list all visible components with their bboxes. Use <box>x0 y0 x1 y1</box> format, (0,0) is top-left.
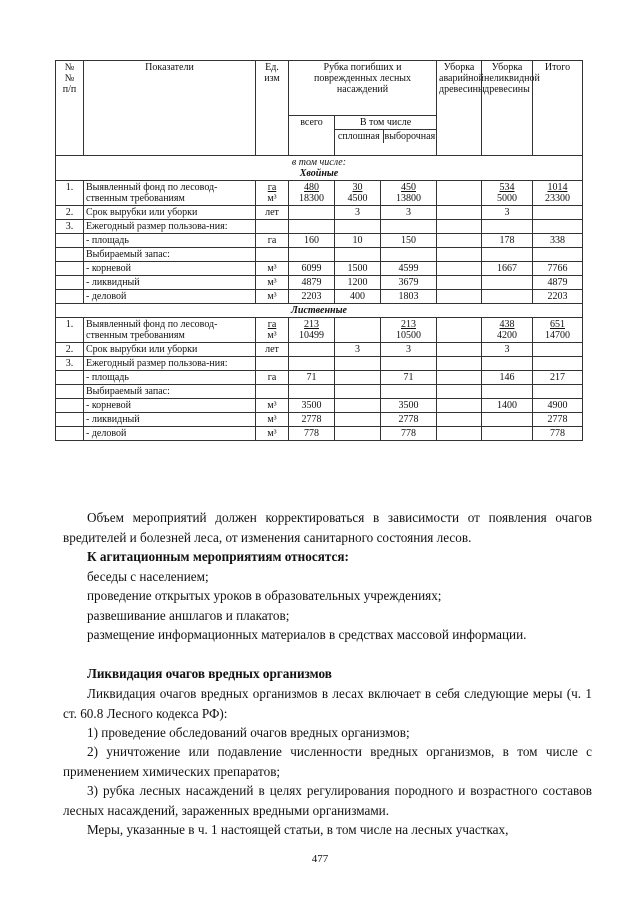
section-row <box>56 304 583 318</box>
cell-emerg <box>437 262 482 276</box>
cell-total: 4900 <box>533 399 583 413</box>
table-row <box>56 181 583 206</box>
table-row <box>56 413 583 427</box>
cell-emerg <box>437 343 482 357</box>
cell-n <box>56 399 84 413</box>
cell-emerg <box>437 371 482 385</box>
table-row <box>56 385 583 399</box>
cell-emerg <box>437 318 482 343</box>
cell-illiq <box>482 427 533 441</box>
cell-unit: м³ <box>256 399 289 413</box>
cell-emerg <box>437 234 482 248</box>
cell-emerg <box>437 248 482 262</box>
cell-illiq <box>482 248 533 262</box>
cell-illiq <box>482 276 533 290</box>
cell-n: 2. <box>56 343 84 357</box>
cell-solid <box>335 220 381 234</box>
table-row <box>56 276 583 290</box>
table-row <box>56 248 583 262</box>
header-total: Итого <box>533 61 583 156</box>
cell-all: 2203 <box>289 290 335 304</box>
cell-name: Срок вырубки или уборки <box>84 206 256 220</box>
section-species: Лиственные <box>291 305 347 316</box>
cell-name: Ежегодный размер пользова-ния: <box>84 220 256 234</box>
cell-unit: м³ <box>256 413 289 427</box>
cell-unit: м³ <box>256 290 289 304</box>
cell-emerg <box>437 385 482 399</box>
cell-all: 4879 <box>289 276 335 290</box>
cell-emerg <box>437 290 482 304</box>
header-num: № № п/п <box>56 61 84 156</box>
cell-total <box>533 357 583 371</box>
table-row <box>56 234 583 248</box>
cell-unit <box>256 385 289 399</box>
header-selective: выборочная <box>384 131 436 142</box>
cell-all: 2778 <box>289 413 335 427</box>
cell-unit: м³ <box>256 276 289 290</box>
section-incl-label: в том числе: <box>291 157 347 168</box>
cell-illiq <box>482 385 533 399</box>
cell-total <box>533 343 583 357</box>
cell-total: 217 <box>533 371 583 385</box>
cell-illiq: 438 4200 <box>482 318 533 343</box>
header-unit: Ед. изм <box>256 61 289 156</box>
cell-solid: 400 <box>335 290 381 304</box>
paragraph-volume: Объем мероприятий должен корректироваться в зависимости от появления очагов вредителей и болезней леса, от изменения санитарного состояния лесов. <box>63 510 592 545</box>
cell-solid <box>335 318 381 343</box>
table-row <box>56 371 583 385</box>
heading-agitation: К агитационным мероприятиям относятся: <box>87 549 349 564</box>
cell-name: - ликвидный <box>84 276 256 290</box>
list-item-talks: беседы с населением; <box>87 569 209 584</box>
cell-illiq <box>482 357 533 371</box>
cell-sel <box>381 385 437 399</box>
cell-illiq: 178 <box>482 234 533 248</box>
table-row <box>56 357 583 371</box>
cell-solid <box>335 357 381 371</box>
section-species: Хвойные <box>299 168 339 179</box>
cell-total: 4879 <box>533 276 583 290</box>
cell-total <box>533 220 583 234</box>
heading-liquidation: Ликвидация очагов вредных организмов <box>87 666 332 681</box>
cell-illiq <box>482 413 533 427</box>
cell-illiq: 3 <box>482 206 533 220</box>
cell-all: 3500 <box>289 399 335 413</box>
forest-table-container <box>55 60 582 441</box>
table-row <box>56 262 583 276</box>
cell-total <box>533 385 583 399</box>
cell-illiq: 534 5000 <box>482 181 533 206</box>
table-row <box>56 427 583 441</box>
header-incl: В том числе <box>335 116 436 130</box>
cell-sel: 213 10500 <box>381 318 437 343</box>
cell-emerg <box>437 206 482 220</box>
cell-all <box>289 343 335 357</box>
cell-sel: 1803 <box>381 290 437 304</box>
cell-n: 3. <box>56 220 84 234</box>
cell-total: 1014 23300 <box>533 181 583 206</box>
header-indicator: Показатели <box>84 61 256 156</box>
cell-total: 651 14700 <box>533 318 583 343</box>
cell-solid: 1200 <box>335 276 381 290</box>
header-emergency: Уборка аварийной древесины <box>437 61 482 156</box>
cell-unit: м³ <box>256 427 289 441</box>
cell-illiq: 146 <box>482 371 533 385</box>
cell-sel: 3679 <box>381 276 437 290</box>
cell-unit: га м³ <box>256 318 289 343</box>
cell-sel: 150 <box>381 234 437 248</box>
section-title <box>56 156 583 181</box>
cell-emerg <box>437 357 482 371</box>
cell-all: 71 <box>289 371 335 385</box>
cell-sel: 3 <box>381 206 437 220</box>
cell-total <box>533 248 583 262</box>
table-row <box>56 220 583 234</box>
cell-total: 338 <box>533 234 583 248</box>
cell-emerg <box>437 399 482 413</box>
cell-name: Ежегодный размер пользова-ния: <box>84 357 256 371</box>
cell-total: 778 <box>533 427 583 441</box>
cell-sel: 4599 <box>381 262 437 276</box>
header-illiquid: Уборка неликвидной древесины <box>482 61 533 156</box>
cell-name: - деловой <box>84 427 256 441</box>
paragraph-measures: Меры, указанные в ч. 1 настоящей статьи, в том числе на лесных участках, <box>87 822 509 837</box>
section-title <box>56 304 583 318</box>
cell-sel: 3500 <box>381 399 437 413</box>
cell-all: 213 10499 <box>289 318 335 343</box>
cell-name: Срок вырубки или уборки <box>84 343 256 357</box>
cell-emerg <box>437 181 482 206</box>
cell-sel: 3 <box>381 343 437 357</box>
table-row <box>56 206 583 220</box>
cell-all: 160 <box>289 234 335 248</box>
cell-solid <box>335 413 381 427</box>
cell-all <box>289 385 335 399</box>
cell-all: 6099 <box>289 262 335 276</box>
cell-unit: га <box>256 371 289 385</box>
cell-name: - деловой <box>84 290 256 304</box>
cell-illiq: 1400 <box>482 399 533 413</box>
page-number: 477 <box>311 853 329 865</box>
cell-n <box>56 276 84 290</box>
cell-solid <box>335 427 381 441</box>
cell-all <box>289 206 335 220</box>
cell-solid <box>335 371 381 385</box>
measure-2: 2) уничтожение или подавление численности вредных организмов, в том числе с применением химических препаратов; <box>63 744 592 779</box>
cell-sel <box>381 220 437 234</box>
cell-solid <box>335 385 381 399</box>
cell-solid: 1500 <box>335 262 381 276</box>
cell-n <box>56 413 84 427</box>
cell-emerg <box>437 427 482 441</box>
cell-solid <box>335 248 381 262</box>
cell-total: 7766 <box>533 262 583 276</box>
cell-sel <box>381 357 437 371</box>
cell-sel <box>381 248 437 262</box>
cell-n <box>56 371 84 385</box>
cell-unit <box>256 248 289 262</box>
measure-1: 1) проведение обследований очагов вредных организмов; <box>87 725 410 740</box>
cell-unit: га <box>256 234 289 248</box>
cell-n <box>56 427 84 441</box>
cell-name: Выявленный фонд по лесовод-ственным требованиям <box>84 181 256 206</box>
cell-unit <box>256 220 289 234</box>
measure-3: 3) рубка лесных насаждений в целях регулирования породного и возрастного составов лесных насаждений, зараженных вредными организмами. <box>63 783 592 818</box>
cell-n: 3. <box>56 357 84 371</box>
cell-sel: 778 <box>381 427 437 441</box>
cell-n <box>56 290 84 304</box>
cell-solid: 10 <box>335 234 381 248</box>
cell-n: 1. <box>56 318 84 343</box>
table-body <box>56 156 583 441</box>
cell-sel: 450 13800 <box>381 181 437 206</box>
cell-total <box>533 206 583 220</box>
cell-all <box>289 357 335 371</box>
cell-n <box>56 262 84 276</box>
cell-solid: 3 <box>335 343 381 357</box>
cell-total: 2778 <box>533 413 583 427</box>
cell-n: 1. <box>56 181 84 206</box>
cell-all: 480 18300 <box>289 181 335 206</box>
table-row <box>56 318 583 343</box>
header-incl-group <box>335 116 437 156</box>
cell-name: - площадь <box>84 371 256 385</box>
cell-name: - площадь <box>84 234 256 248</box>
section-row <box>56 156 583 181</box>
cell-emerg <box>437 276 482 290</box>
cell-all <box>289 248 335 262</box>
cell-illiq: 1667 <box>482 262 533 276</box>
cell-solid: 3 <box>335 206 381 220</box>
list-item-media: размещение информационных материалов в средствах массовой информации. <box>87 627 527 642</box>
cell-n: 2. <box>56 206 84 220</box>
cell-illiq: 3 <box>482 343 533 357</box>
cell-n <box>56 248 84 262</box>
table-row <box>56 343 583 357</box>
cell-n <box>56 234 84 248</box>
cell-unit <box>256 357 289 371</box>
cell-emerg <box>437 413 482 427</box>
list-item-posters: развешивание аншлагов и плакатов; <box>87 608 290 623</box>
cell-name: Выявленный фонд по лесовод-ственным требованиям <box>84 318 256 343</box>
header-solid: сплошная <box>335 130 384 143</box>
table-row <box>56 399 583 413</box>
cell-name: - корневой <box>84 399 256 413</box>
header-all <box>289 116 335 156</box>
cell-name: Выбираемый запас: <box>84 385 256 399</box>
cell-illiq <box>482 290 533 304</box>
header-felling: Рубка погибших и поврежденных лесных насаждений <box>289 61 437 116</box>
cell-sel: 71 <box>381 371 437 385</box>
cell-solid: 30 4500 <box>335 181 381 206</box>
cell-all: 778 <box>289 427 335 441</box>
table-row <box>56 290 583 304</box>
cell-name: Выбираемый запас: <box>84 248 256 262</box>
cell-name: - корневой <box>84 262 256 276</box>
cell-unit: га м³ <box>256 181 289 206</box>
list-item-lessons: проведение открытых уроков в образовательных учреждениях; <box>87 588 442 603</box>
cell-all <box>289 220 335 234</box>
paragraph-liquidation: Ликвидация очагов вредных организмов в лесах включает в себя следующие меры (ч. 1 ст. 60.8 Лесного кодекса РФ): <box>63 686 592 721</box>
cell-unit: лет <box>256 206 289 220</box>
cell-unit: м³ <box>256 262 289 276</box>
cell-n <box>56 385 84 399</box>
cell-total: 2203 <box>533 290 583 304</box>
cell-solid <box>335 399 381 413</box>
felling-table <box>55 60 583 441</box>
cell-emerg <box>437 220 482 234</box>
cell-illiq <box>482 220 533 234</box>
cell-unit: лет <box>256 343 289 357</box>
cell-name: - ликвидный <box>84 413 256 427</box>
cell-sel: 2778 <box>381 413 437 427</box>
header-all-label: всего <box>300 117 323 128</box>
